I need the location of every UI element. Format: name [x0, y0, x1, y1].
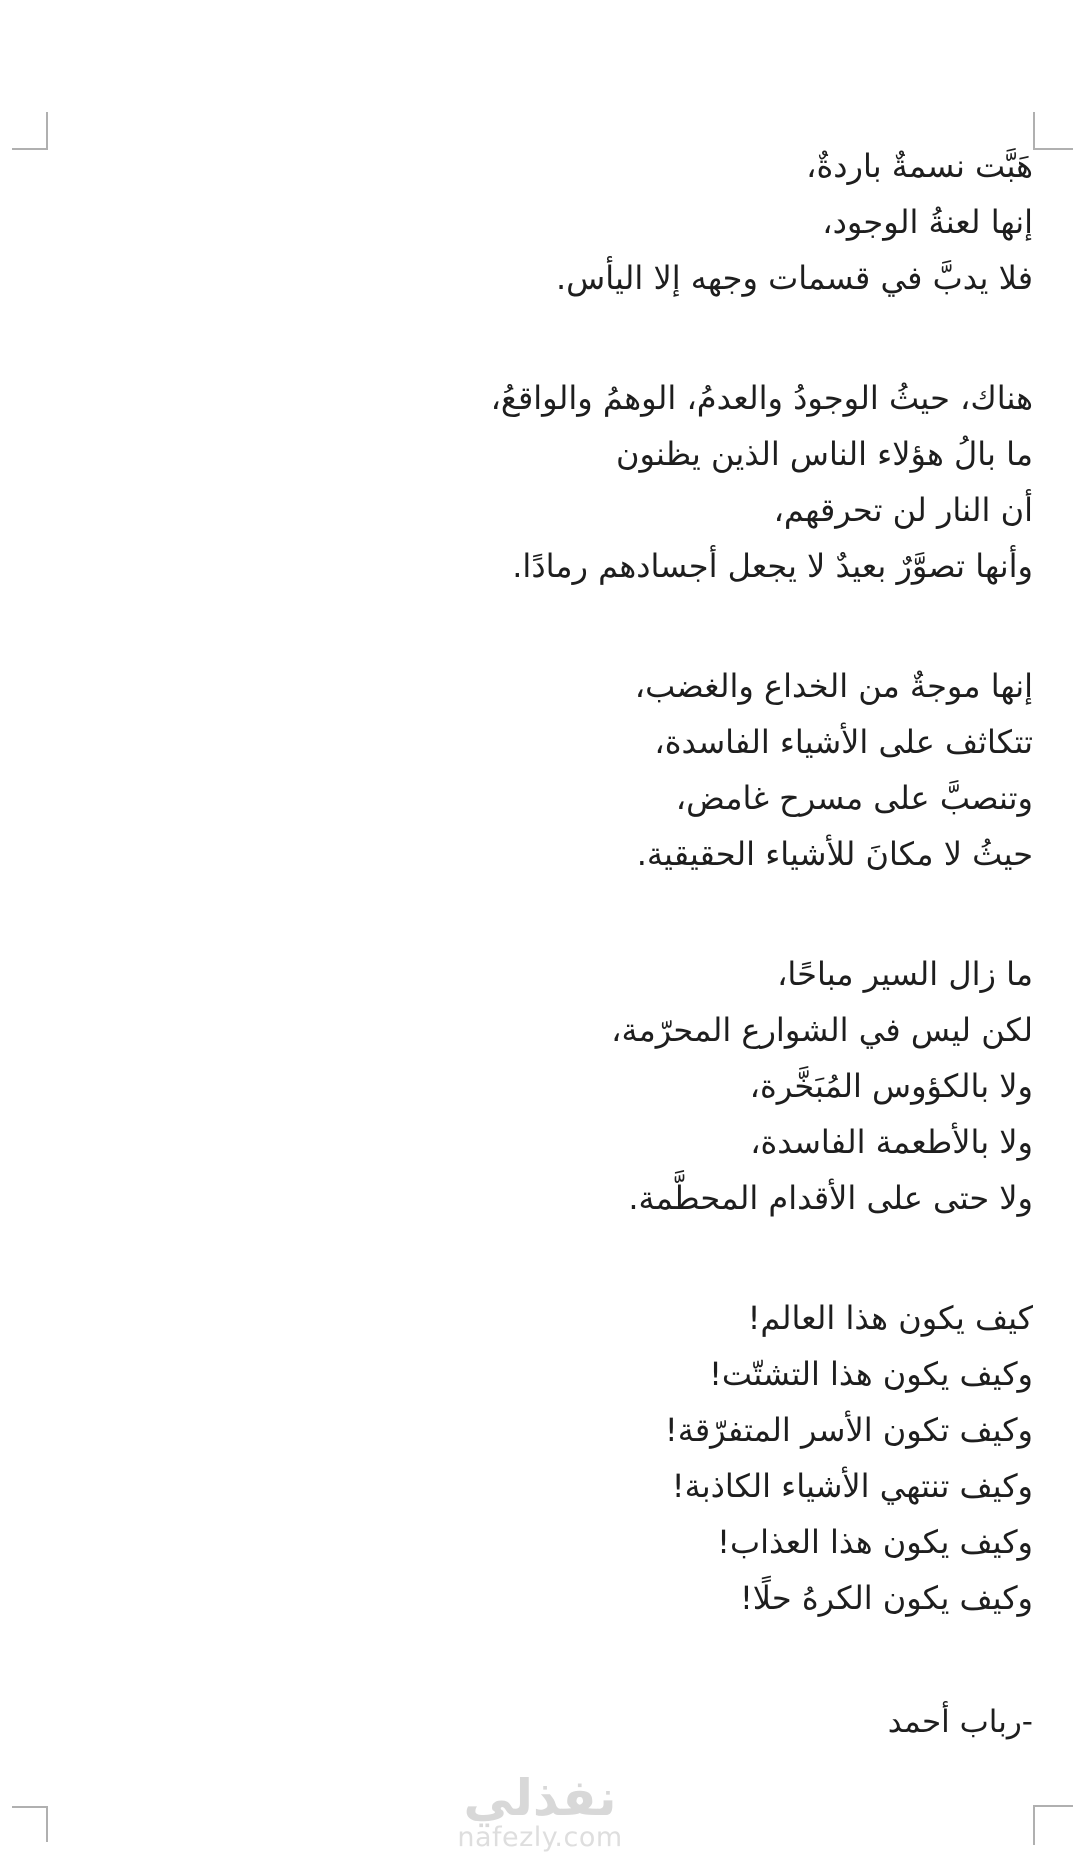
watermark-site-url: nafezly.com	[457, 1822, 623, 1853]
nafezly-logo: نفذلي	[463, 1769, 617, 1827]
poem-stanza	[47, 138, 1033, 306]
poem-line: هَبَّت نسمةٌ باردةٌ،	[806, 147, 1033, 185]
watermark	[0, 1769, 1080, 1853]
crop-mark-top-right	[1033, 112, 1073, 150]
author-signature: -رباب أحمد	[887, 1704, 1033, 1740]
poem-line: فلا يدبَّ في قسمات وجهه إلا اليأس.	[556, 259, 1033, 297]
poem-line: لكن ليس في الشوارع المحرّمة،	[611, 1011, 1033, 1049]
poem-stanza	[47, 1290, 1033, 1626]
poem-stanza	[47, 370, 1033, 594]
poem-line: وكيف تكون الأسر المتفرّقة!	[664, 1411, 1033, 1449]
poem-line: إنها لعنةُ الوجود،	[822, 203, 1033, 241]
poem-line: تتكاثف على الأشياء الفاسدة،	[654, 723, 1033, 761]
poem-line: ما بالُ هؤلاء الناس الذين يظنون	[615, 435, 1033, 473]
poem-line: كيف يكون هذا العالم!	[747, 1299, 1033, 1337]
poem-line: ولا بالأطعمة الفاسدة،	[750, 1123, 1033, 1161]
poem-text	[47, 138, 1033, 1690]
crop-mark-top-left	[12, 112, 48, 150]
poem-stanza	[47, 658, 1033, 882]
poem-line: وكيف تنتهي الأشياء الكاذبة!	[671, 1467, 1033, 1505]
poem-line: حيثُ لا مكانَ للأشياء الحقيقية.	[636, 835, 1033, 873]
poem-line: إنها موجةٌ من الخداع والغضب،	[634, 667, 1033, 705]
poem-line: ما زال السير مباحًا،	[777, 955, 1033, 993]
poem-line: وكيف يكون هذا التشتّت!	[709, 1355, 1033, 1393]
poem-line: وكيف يكون هذا العذاب!	[717, 1523, 1033, 1561]
poem-line: وأنها تصوَّرٌ بعيدٌ لا يجعل أجسادهم رمادًا.	[512, 547, 1033, 585]
poem-line: هناك، حيثُ الوجودُ والعدمُ، الوهمُ والواقعُ،	[490, 379, 1033, 417]
poem-line: ولا حتى على الأقدام المحطَّمة.	[628, 1179, 1033, 1217]
poem-line: وكيف يكون الكرهُ حلًا!	[739, 1579, 1033, 1617]
poem-line: ولا بالكؤوس المُبَخَّرة،	[749, 1067, 1033, 1105]
poem-line: أن النار لن تحرقهم،	[773, 491, 1033, 529]
poem-line: وتنصبَّ على مسرح غامض،	[675, 779, 1033, 817]
poem-stanza	[47, 946, 1033, 1226]
